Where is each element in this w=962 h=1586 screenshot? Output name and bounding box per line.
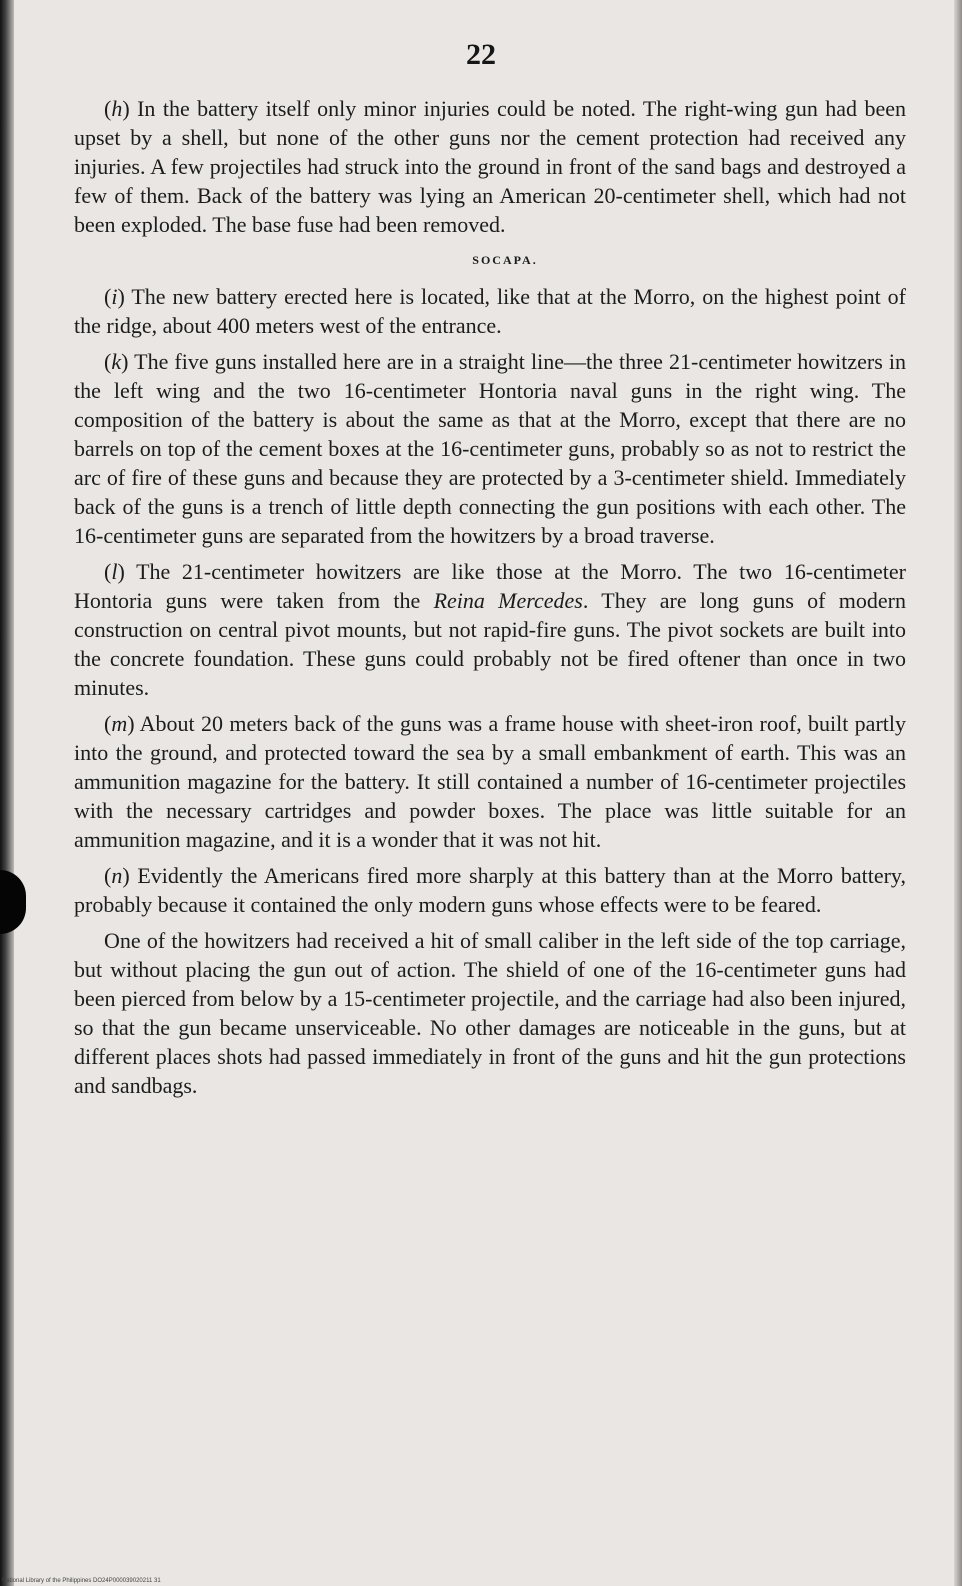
paragraph-text: The five guns installed here are in a straight line—the three 21-centimeter howitzers in the left wing and the two 16-centimeter Hontoria naval guns in the right wing. The composition of the battery is about the same as that at the Morro, except that there are no barrels on top of the cement boxes at the 16-centimeter guns, probably so as not to restrict the arc of fire of these guns and because they are protected by a 3-centimeter shield. Immediately back of the guns is a trench of little depth connecting the gun positions with each other. The 16-centimeter guns are separated from the howitzers by a broad traverse.: [74, 349, 906, 548]
paragraph-text: The new battery erected here is located, like that at the Morro, on the highest point of the ridge, about 400 meters west of the entrance.: [74, 284, 906, 338]
body-text: [74, 94, 906, 1107]
paragraph-text-after: . They are long guns of modern construction on central pivot mounts, but not rapid-fire guns. The pivot sockets are built into the concrete foundation. These guns could probably not be fired oftener than once in two minutes.: [74, 588, 906, 700]
paragraph-text: About 20 meters back of the guns was a frame house with sheet-iron roof, built partly into the ground, and protected toward the sea by a small embankment of earth. This was an ammunition magazine for the battery. It still contained a number of 16-centimeter projectiles with the necessary cartridges and powder boxes. The place was little suitable for an ammunition magazine, and it is a wonder that it was not hit.: [74, 711, 906, 852]
paragraph-i: (i) The new battery erected here is located, like that at the Morro, on the highest point of the ridge, about 400 meters west of the entrance.: [74, 284, 906, 338]
paragraph-k: (k) The five guns installed here are in a straight line—the three 21-centimeter howitzers in the left wing and the two 16-centimeter Hontoria naval guns in the right wing. The composition of the battery is about the same as that at the Morro, except that there are no barrels on top of the cement boxes at the 16-centimeter guns, probably so as not to restrict the arc of fire of these guns and because they are protected by a 3-centimeter shield. Immediately back of the guns is a trench of little depth connecting the gun positions with each other. The 16-centimeter guns are separated from the howitzers by a broad traverse.: [74, 349, 906, 548]
paragraph-letter: m: [111, 711, 128, 736]
paragraph-text-before: The 21-centimeter howitzers are like those at the Morro. The two 16-centimeter Hontoria guns were taken from the: [74, 559, 907, 613]
ship-name: Reina Mercedes: [433, 588, 583, 613]
paragraph-letter: n: [111, 863, 123, 888]
paragraph-letter: i: [111, 284, 118, 309]
page-left-edge-shadow: [0, 0, 14, 1586]
page-right-edge-shadow: [954, 0, 962, 1586]
paragraph-text: In the battery itself only minor injuries could be noted. The right-wing gun had been upset by a shell, but none of the other guns nor the cement protection had received any injuries. A few projectiles had struck into the ground in front of the sand bags and destroyed a few of them. Back of the battery was lying an American 20-centimeter shell, which had not been exploded. The base fuse had been removed.: [74, 96, 907, 237]
paragraph-text: Evidently the Americans fired more sharply at this battery than at the Morro battery, probably because it contained the only modern guns whose effects were to be feared.: [74, 863, 907, 917]
paragraph-l: (l) The 21-centimeter howitzers are like those at the Morro. The two 16-centimeter Hontoria guns were taken from the Reina Mercedes. They are long guns of modern construction on central pivot mounts, but not rapid-fire guns. The pivot sockets are built into the concrete foundation. These guns could probably not be fired oftener than once in two minutes.: [74, 559, 907, 700]
paragraph-m: (m) About 20 meters back of the guns was a frame house with sheet-iron roof, built partly into the ground, and protected toward the sea by a small embankment of earth. This was an ammunition magazine for the battery. It still contained a number of 16-centimeter projectiles with the necessary cartridges and powder boxes. The place was little suitable for an ammunition magazine, and it is a wonder that it was not hit.: [74, 711, 906, 852]
binding-hole-mark: [0, 870, 26, 934]
page-number: 22: [466, 38, 496, 71]
footer-credit: National Library of the Philippines DO24P000039020211 31: [2, 1578, 161, 1584]
paragraph-h: (h) In the battery itself only minor injuries could be noted. The right-wing gun had been upset by a shell, but none of the other guns nor the cement protection had received any injuries. A few projectiles had struck into the ground in front of the sand bags and destroyed a few of them. Back of the battery was lying an American 20-centimeter shell, which had not been exploded. The base fuse had been removed.: [74, 96, 907, 237]
paragraph-n: (n) Evidently the Americans fired more sharply at this battery than at the Morro battery, probably because it contained the only modern guns whose effects were to be feared.: [74, 863, 907, 917]
paragraph-letter: h: [111, 96, 123, 121]
paragraph-final: One of the howitzers had received a hit of small caliber in the left side of the top carriage, but without placing the gun out of action. The shield of one of the 16-centimeter guns had been pierced from below by a 15-centimeter projectile, and the carriage had also been injured, so that the gun became unserviceable. No other damages are noticeable in the guns, but at different places shots had passed immediately in front of the guns and hit the gun protections and sandbags.: [74, 928, 906, 1098]
paragraph-letter: l: [111, 559, 118, 584]
paragraph-letter: k: [111, 349, 122, 374]
section-heading: SOCAPA.: [472, 253, 538, 267]
